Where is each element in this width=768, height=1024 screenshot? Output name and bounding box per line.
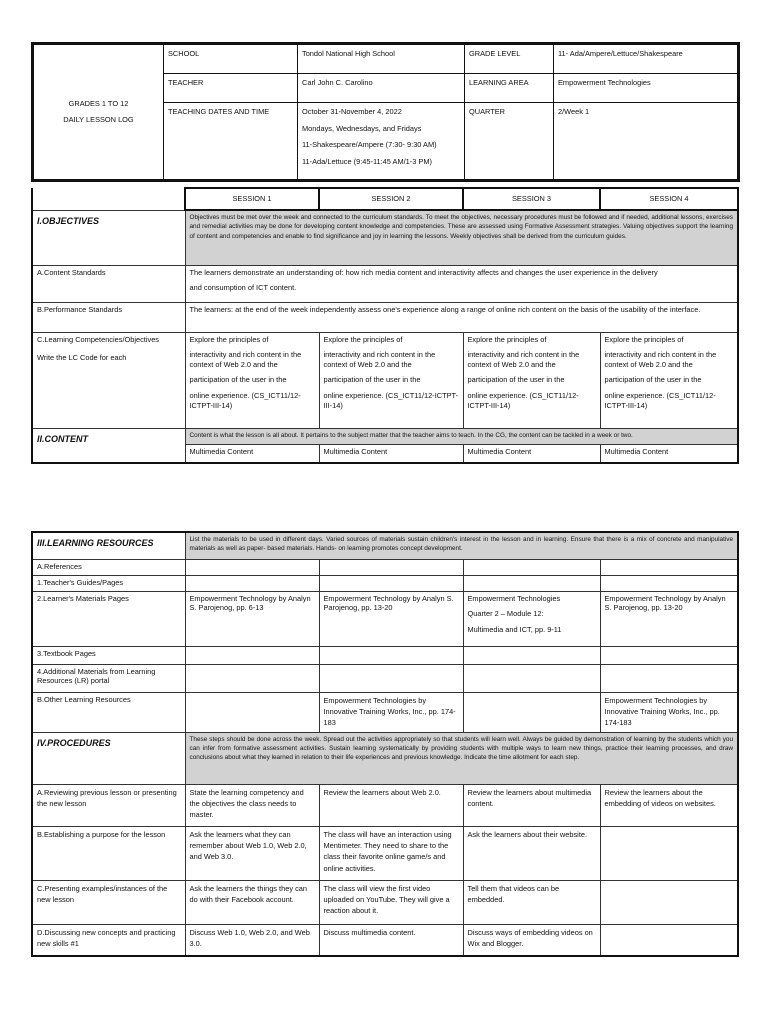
competency-line: online experience. (CS_ICT11/12-ICTPT-III-14)	[189, 391, 301, 410]
competency-line: Explore the principles of	[604, 334, 684, 344]
performance-standards-label: B.Performance Standards	[32, 302, 185, 332]
procedure-b-label: B.Establishing a purpose for the lesson	[32, 826, 185, 880]
empty-cell	[185, 664, 319, 692]
learners-materials-session-1: Empowerment Technology by Analyn S. Parojenog, pp. 6-13	[185, 591, 319, 646]
teacher-label: TEACHER	[164, 74, 298, 103]
procedure-a-session-1: State the learning competency and the objectives the class needs to master.	[185, 784, 319, 826]
procedure-a-session-2: Review the learners about Web 2.0.	[319, 784, 463, 826]
references-label: A.References	[32, 559, 185, 575]
content-cell-session-2: Multimedia Content	[319, 444, 463, 463]
empty-cell	[185, 646, 319, 664]
competency-line: interactivity and rich content in the context of Web 2.0 and the	[467, 350, 580, 369]
content-cell-session-3: Multimedia Content	[463, 444, 600, 463]
grades-title	[33, 44, 164, 181]
empty-cell	[600, 559, 738, 575]
grades-line-2: DAILY LESSON LOG	[63, 115, 134, 124]
other-resources-label: B.Other Learning Resources	[32, 692, 185, 732]
empty-cell	[319, 646, 463, 664]
session-4-header: SESSION 4	[600, 188, 738, 210]
empty-cell	[600, 575, 738, 591]
competency-line: online experience. (CS_ICT11/12-ICTPT-III-14)	[604, 391, 716, 410]
content-standards-line: and consumption of ICT content.	[189, 283, 297, 293]
procedure-b-session-4	[600, 826, 738, 880]
competency-line: participation of the user in the	[467, 375, 565, 385]
learners-materials-session-2: Empowerment Technology by Analyn S. Parojenog, pp. 13-20	[319, 591, 463, 646]
content-title: II.CONTENT	[32, 428, 185, 463]
competency-cell-session-3	[463, 332, 600, 428]
content-cell-session-4: Multimedia Content	[600, 444, 738, 463]
procedure-c-session-4	[600, 880, 738, 924]
procedure-a-session-3: Review the learners about multimedia content.	[463, 784, 600, 826]
competency-line: interactivity and rich content in the context of Web 2.0 and the	[189, 350, 302, 369]
session-2-header: SESSION 2	[319, 188, 463, 210]
objectives-title: I.OBJECTIVES	[32, 210, 185, 265]
other-resources-session-2: Empowerment Technologies by Innovative Training Works, Inc., pp. 174-183	[319, 692, 463, 732]
learning-area-label: LEARNING AREA	[465, 74, 554, 103]
quarter-value: 2/Week 1	[554, 103, 739, 181]
additional-materials-label: 4.Additional Materials from Learning Resources (LR) portal	[32, 664, 185, 692]
competency-cell-session-1	[185, 332, 319, 428]
session-header-row	[32, 188, 738, 210]
procedure-d-session-3: Discuss ways of embedding videos on Wix and Blogger.	[463, 924, 600, 956]
other-resources-session-4: Empowerment Technologies by Innovative Training Works, Inc., pp. 174-183	[600, 692, 738, 732]
teachers-guides-label: 1.Teacher's Guides/Pages	[32, 575, 185, 591]
learners-materials-session-3	[463, 591, 600, 646]
content-cell-session-1: Multimedia Content	[185, 444, 319, 463]
session-blank-cell	[32, 188, 185, 210]
competency-line: online experience. (CS_ICT11/12-ICTPT-III-14)	[323, 391, 459, 410]
learners-materials-line: Empowerment Technologies	[467, 593, 561, 603]
procedure-c-session-2: The class will view the first video uploaded on YouTube. They will give a reaction about it.	[319, 880, 463, 924]
dates-line: Mondays, Wednesdays, and Fridays	[302, 123, 422, 133]
procedure-d-session-2: Discuss multimedia content.	[319, 924, 463, 956]
competency-line: interactivity and rich content in the context of Web 2.0 and the	[604, 350, 717, 369]
quarter-label: QUARTER	[465, 103, 554, 181]
empty-cell	[600, 664, 738, 692]
competencies-label-line: Write the LC Code for each	[37, 353, 127, 363]
empty-cell	[319, 575, 463, 591]
procedure-d-session-4	[600, 924, 738, 956]
dates-line: 11-Ada/Lettuce (9:45-11:45 AM/1-3 PM)	[302, 156, 432, 166]
dates-line: October 31-November 4, 2022	[302, 107, 402, 116]
competency-line: Explore the principles of	[189, 334, 269, 344]
procedure-b-session-2: The class will have an interaction using Mentimeter. They need to share to the class their favorite online game/s and online activities.	[319, 826, 463, 880]
competency-line: interactivity and rich content in the context of Web 2.0 and the	[323, 350, 436, 369]
competency-cell-session-2	[319, 332, 463, 428]
session-1-header: SESSION 1	[185, 188, 319, 210]
competency-cell-session-4	[600, 332, 738, 428]
learners-materials-line: Multimedia and ICT, pp. 9-11	[467, 624, 562, 634]
resources-title: III.LEARNING RESOURCES	[32, 532, 185, 559]
learners-materials-session-4: Empowerment Technology by Analyn S. Parojenog, pp. 13-20	[600, 591, 738, 646]
objectives-note: Objectives must be met over the week and connected to the curriculum standards. To meet the objectives, necessary procedures must be followed and if needed, additional lessons, exercises and remedial activities may be done for developing content knowledge and competencies. These are assessed using Formative Assessment strategies. Valuing objectives support the learning of content and competencies and enable to find significance and joy in learning the lessons. Weekly objectives shall be derived from the curriculum guides.	[185, 210, 738, 265]
dates-value	[298, 103, 465, 181]
school-value: Tondol National High School	[298, 44, 465, 74]
session-3-header: SESSION 3	[463, 188, 600, 210]
procedures-title: IV.PROCEDURES	[32, 732, 185, 784]
content-standards-value	[185, 265, 738, 302]
procedure-c-label: C.Presenting examples/instances of the new lesson	[32, 880, 185, 924]
empty-cell	[463, 575, 600, 591]
empty-cell	[185, 559, 319, 575]
competency-line: participation of the user in the	[323, 375, 421, 385]
empty-cell	[600, 646, 738, 664]
procedure-d-label: D.Discussing new concepts and practicing new skills #1	[32, 924, 185, 956]
performance-standards-value: The learners: at the end of the week independently assess one's experience along a range of online rich content on the basis of the usability of the interface.	[185, 302, 738, 332]
competency-line: Explore the principles of	[323, 334, 403, 344]
content-note: Content is what the lesson is all about. It pertains to the subject matter that the teacher aims to teach. In the CG, the content can be tackled in a week or two.	[185, 428, 738, 444]
competency-line: online experience. (CS_ICT11/12-ICTPT-III-14)	[467, 391, 579, 410]
learning-area-value: Empowerment Technologies	[554, 74, 739, 103]
empty-cell	[463, 692, 600, 732]
procedure-b-session-1: Ask the learners what they can remember about Web 1.0, Web 2.0, and Web 3.0.	[185, 826, 319, 880]
resources-note: List the materials to be used in different days. Varied sources of materials sustain children's interest in the lesson and in learning. Ensure that there is a mix of concrete and manipulative materials as well as paper- based materials. Hands- on learning promotes concept development.	[185, 532, 738, 559]
dates-line: 11-Shakespeare/Ampere (7:30- 9:30 AM)	[302, 140, 437, 150]
procedure-b-session-3: Ask the learners about their website.	[463, 826, 600, 880]
procedure-a-session-4: Review the learners about the embedding of videos on websites.	[600, 784, 738, 826]
competency-line: participation of the user in the	[189, 375, 287, 385]
procedures-note: These steps should be done across the week. Spread out the activities appropriately so that students will learn well. Always be guided by demonstration of learning by the students which you can infer from formative assessment activities. Sustain learning systematically by providing students with multiple ways to learn new things, practice their learning processes, and draw conclusions about what they learned in relation to their life experiences and previous knowledge. Indicate the time allotment for each step.	[185, 732, 738, 784]
empty-cell	[463, 559, 600, 575]
school-label: SCHOOL	[164, 44, 298, 74]
dates-label: TEACHING DATES AND TIME	[164, 103, 298, 181]
empty-cell	[185, 575, 319, 591]
content-standards-label: A.Content Standards	[32, 265, 185, 302]
empty-cell	[319, 559, 463, 575]
empty-cell	[463, 646, 600, 664]
competencies-label	[32, 332, 185, 428]
procedure-d-session-1: Discuss Web 1.0, Web 2.0, and Web 3.0.	[185, 924, 319, 956]
resources-procedures-table	[31, 531, 739, 957]
competency-line: participation of the user in the	[604, 375, 702, 385]
textbook-label: 3.Textbook Pages	[32, 646, 185, 664]
competency-line: Explore the principles of	[467, 334, 547, 344]
empty-cell	[185, 692, 319, 732]
procedure-c-session-3: Tell them that videos can be embedded.	[463, 880, 600, 924]
objectives-table	[31, 187, 739, 464]
teacher-value: Carl John C. Carolino	[298, 74, 465, 103]
grade-level-label: GRADE LEVEL	[465, 44, 554, 74]
competencies-label-line: C.Learning Competencies/Objectives	[37, 334, 160, 344]
procedure-c-session-1: Ask the learners the things they can do with their Facebook account.	[185, 880, 319, 924]
procedure-a-label: A.Reviewing previous lesson or presenting the new lesson	[32, 784, 185, 826]
learners-materials-label: 2.Learner's Materials Pages	[32, 591, 185, 646]
empty-cell	[463, 664, 600, 692]
learners-materials-line: Quarter 2 – Module 12:	[467, 609, 544, 619]
empty-cell	[319, 664, 463, 692]
content-standards-line: The learners demonstrate an understanding of: how rich media content and interactivity affects and changes the user experience in the delivery	[189, 267, 658, 277]
lesson-log-header	[31, 42, 740, 182]
grade-level-value: 11- Ada/Ampere/Lettuce/Shakespeare	[554, 44, 739, 74]
grades-line-1: GRADES 1 TO 12	[68, 99, 129, 109]
